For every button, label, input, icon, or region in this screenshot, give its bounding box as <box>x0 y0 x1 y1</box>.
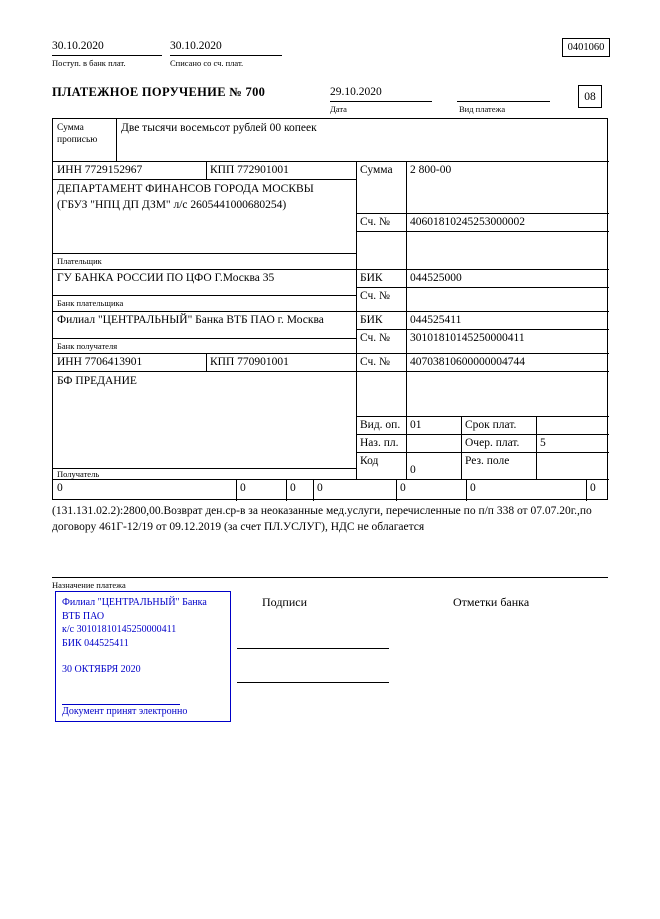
marker-field: 0 <box>317 482 323 494</box>
payer-bank-bik-label: БИК <box>360 272 383 284</box>
marker-field: 0 <box>240 482 246 494</box>
divider <box>206 353 207 371</box>
document-date: 29.10.2020 <box>330 86 382 98</box>
signature-line <box>237 648 389 649</box>
code-value: 0 <box>410 464 416 476</box>
code-label: Код <box>360 455 379 467</box>
divider <box>356 161 357 479</box>
stamp-date: 30 ОКТЯБРЯ 2020 <box>62 664 141 675</box>
bank-received-date: 30.10.2020 <box>52 40 104 52</box>
marker-field: 0 <box>470 482 476 494</box>
divider <box>356 416 609 417</box>
payment-type-label: Вид платежа <box>459 104 506 114</box>
divider <box>206 161 207 179</box>
op-type-value: 01 <box>410 419 422 431</box>
payee-bank-account: 30101810145250000411 <box>410 332 525 344</box>
marker-field: 0 <box>400 482 406 494</box>
marker-field: 0 <box>290 482 296 494</box>
reserve-field-label: Рез. поле <box>465 455 510 467</box>
divider <box>236 479 237 501</box>
amount-words-label: Сумма прописью <box>57 123 98 145</box>
payer-account-label: Сч. № <box>360 216 391 228</box>
divider <box>53 353 609 354</box>
divider <box>457 101 550 102</box>
payee-account: 40703810600000004744 <box>410 356 525 368</box>
stamp-spacer <box>62 650 224 663</box>
priority-label: Очер. плат. <box>465 437 520 449</box>
divider <box>52 55 162 56</box>
stamp-bank-name-line2: ВТБ ПАО <box>62 610 105 622</box>
divider <box>461 416 462 479</box>
stamp-bik: БИК 044525411 <box>62 637 129 649</box>
op-type-label: Вид. оп. <box>360 419 401 431</box>
amount-words-value: Две тысячи восемьсот рублей 00 копеек <box>121 122 317 134</box>
payer-bank-label: Банк плательщика <box>57 298 124 308</box>
document-title: ПЛАТЕЖНОЕ ПОРУЧЕНИЕ № 700 <box>52 85 266 99</box>
payee-bank-account-label: Сч. № <box>360 332 391 344</box>
form-code-box <box>562 38 610 57</box>
stamp-corr-account: к/с 30101810145250000411 <box>62 624 177 635</box>
debited-date: 30.10.2020 <box>170 40 222 52</box>
payer-bank-bik: 044525000 <box>410 272 462 284</box>
divider <box>286 479 287 501</box>
divider <box>53 295 356 296</box>
payer-kpp: КПП 772901001 <box>210 164 289 176</box>
payee-account-label: Сч. № <box>360 356 391 368</box>
divider <box>356 434 609 435</box>
debited-label: Списано со сч. плат. <box>170 58 244 68</box>
bank-marks-label: Отметки банка <box>453 595 530 609</box>
divider <box>53 179 356 180</box>
payee-bank-bik-label: БИК <box>360 314 383 326</box>
sum-label: Сумма <box>360 164 393 176</box>
signature-line <box>237 682 389 683</box>
purpose-code-label: Наз. пл. <box>360 437 399 449</box>
divider <box>53 371 609 372</box>
divider <box>313 479 314 501</box>
divider <box>53 161 609 162</box>
payer-account: 40601810245253000002 <box>410 216 525 228</box>
payment-purpose-label: Назначение платежа <box>52 580 126 590</box>
signatures-label: Подписи <box>262 595 308 609</box>
divider <box>356 287 609 288</box>
payer-name: ДЕПАРТАМЕНТ ФИНАНСОВ ГОРОДА МОСКВЫ (ГБУЗ "НПЦ ДП ДЗМ" л/с 2605441000680254) <box>57 183 314 211</box>
stamp-bank-name-line1: Филиал "ЦЕНТРАЛЬНЫЙ" Банка <box>62 597 207 608</box>
divider <box>396 479 397 501</box>
payee-bank-label: Банк получателя <box>57 341 118 351</box>
bank-received-label: Поступ. в банк плат. <box>52 58 126 68</box>
payee-kpp: КПП 770901001 <box>210 356 289 368</box>
sum-value: 2 800-00 <box>410 164 452 176</box>
divider <box>52 577 608 578</box>
form-code: 0401060 <box>567 42 605 53</box>
divider <box>53 479 609 480</box>
divider <box>53 338 356 339</box>
payee-label: Получатель <box>57 469 100 479</box>
divider <box>356 213 609 214</box>
marker-field: 0 <box>57 482 63 494</box>
divider <box>406 161 407 479</box>
priority-value: 5 <box>540 437 546 449</box>
divider <box>466 479 467 501</box>
payer-bank-account-label: Сч. № <box>360 290 391 302</box>
payment-term-label: Срок плат. <box>465 419 517 431</box>
payee-bank-bik: 044525411 <box>410 314 462 326</box>
divider <box>53 269 609 270</box>
status-code: 08 <box>584 90 596 103</box>
divider <box>53 253 356 254</box>
stamp-note: Документ принят электронно <box>62 705 188 717</box>
divider <box>356 231 609 232</box>
divider <box>356 329 609 330</box>
payer-bank-name: ГУ БАНКА РОССИИ ПО ЦФО Г.Москва 35 <box>57 272 275 284</box>
divider <box>170 55 282 56</box>
divider <box>330 101 432 102</box>
divider <box>536 416 537 479</box>
payer-label: Плательщик <box>57 256 102 266</box>
divider <box>53 311 609 312</box>
divider <box>116 119 117 161</box>
bank-stamp <box>55 591 231 722</box>
payee-bank-name: Филиал "ЦЕНТРАЛЬНЫЙ" Банка ВТБ ПАО г. Москва <box>57 314 324 326</box>
divider <box>356 452 609 453</box>
status-code-box <box>578 85 602 108</box>
payer-inn: ИНН 7729152967 <box>57 164 143 176</box>
payment-purpose: (131.131.02.2):2800,00.Возврат ден.ср-в за неоказанные мед.услуги, перечисленные по п/п 338 от 07.07.20г.,по договору 461Г-12/19 от 09.12.2019 (за счет ПЛ.УСЛУГ), НДС не облагается <box>52 505 592 533</box>
payment-table <box>52 118 608 500</box>
marker-field: 0 <box>590 482 596 494</box>
date-label: Дата <box>330 104 347 114</box>
payee-inn: ИНН 7706413901 <box>57 356 143 368</box>
divider <box>586 479 587 501</box>
payee-name: БФ ПРЕДАНИЕ <box>57 375 137 387</box>
